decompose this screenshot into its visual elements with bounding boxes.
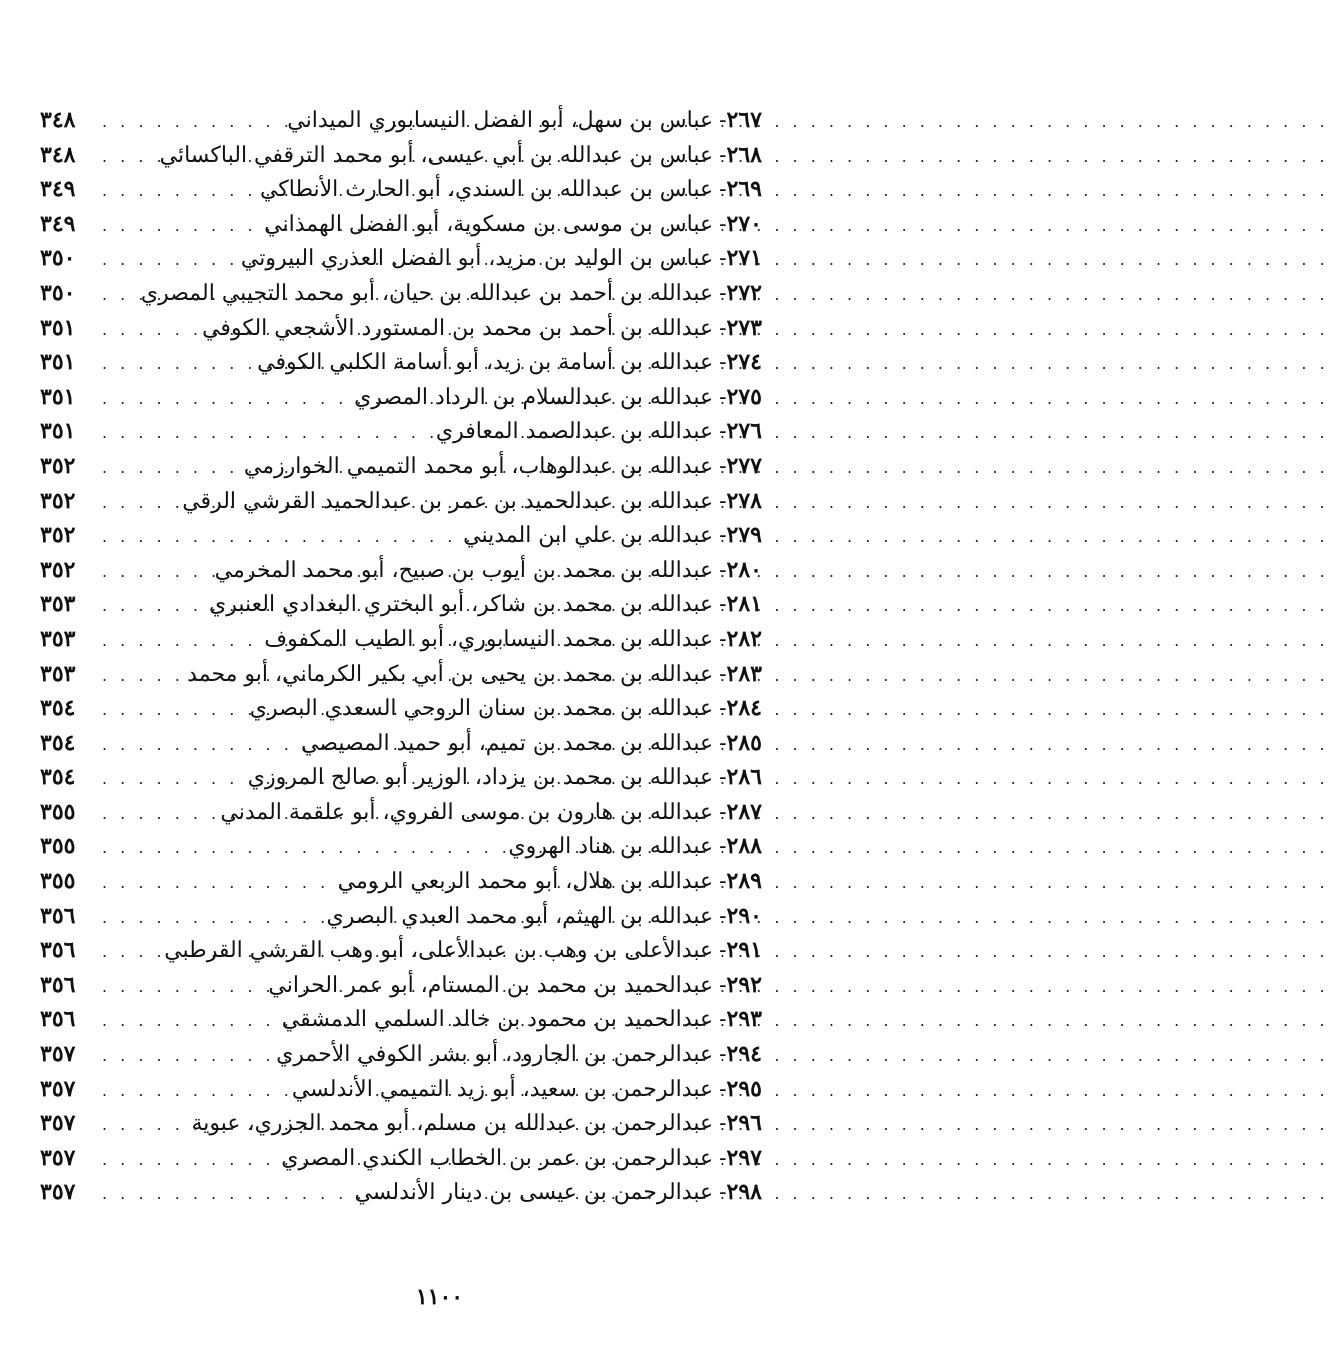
entry-page-number: ٣٥٤: [40, 764, 76, 791]
entry-title: عبدالله بن عبدالوهاب، أبو محمد التميمي الخوارزمي: [243, 453, 714, 479]
entry-dash: -: [719, 799, 727, 825]
entry-page-number: ٣٥٧: [40, 1144, 76, 1171]
toc-entry: [40, 1002, 762, 1037]
entry-number: ٢٧٦: [726, 418, 762, 445]
dot-leader: [102, 1177, 348, 1212]
toc-entry: [40, 691, 762, 726]
entry-title: عبدالحميد بن محمود بن خالد السلمي الدمشقي: [281, 1007, 714, 1033]
entry-dash: -: [719, 903, 727, 929]
entry-title: عبدالرحمن بن الجارود، أبو بشر الكوفي الأحمري: [276, 1042, 714, 1068]
entry-dash: -: [719, 730, 727, 756]
entry-page-number: ٣٥٧: [40, 1110, 76, 1137]
toc-entry: [40, 795, 762, 830]
entry-title: عباس بن الوليد بن مزيد، أبو الفضل العذري البيروتي: [240, 246, 714, 272]
toc-entry: [40, 311, 762, 346]
entry-dash: -: [719, 1042, 727, 1068]
entry-number: ٢٨٨: [726, 833, 762, 860]
entry-number: ٢٩٨: [726, 1179, 762, 1206]
dot-leader: [102, 486, 176, 521]
toc-entry: [40, 726, 762, 761]
dot-leader: [102, 1039, 270, 1074]
entry-dash: -: [719, 280, 727, 306]
entry-title: عبدالله بن محمد بن تميم، أبو حميد المصيصي: [300, 730, 714, 756]
entry-page-number: ٣٥٣: [40, 591, 76, 618]
entry-title: عبدالله بن هلال، أبو محمد الربعي الرومي: [337, 869, 714, 895]
entry-dash: -: [719, 1111, 727, 1137]
dot-leader: [102, 209, 258, 244]
dot-leader: [102, 347, 251, 382]
dot-leader: [102, 935, 158, 970]
entry-dash: -: [719, 1145, 727, 1171]
dot-leader: [102, 1004, 276, 1039]
entry-title: عباس بن موسى بن مسكوية، أبو الفضل الهمذاني: [264, 211, 714, 237]
entry-page-number: ٣٥٢: [40, 556, 76, 583]
toc-entry: [40, 518, 762, 553]
dot-leader: [102, 797, 214, 832]
toc-entry: [40, 760, 762, 795]
table-of-contents: [40, 103, 762, 1210]
entry-title: عبدالله بن عبدالصمد المعافري: [435, 419, 714, 445]
dot-leader: [102, 243, 235, 278]
entry-page-number: ٣٥٦: [40, 937, 76, 964]
entry-title: عبدالله بن الهيثم، أبو محمد العبدي البصري: [326, 903, 714, 929]
entry-title: عبدالله بن محمد بن يزداد، الوزير أبو صالح المروزي: [247, 765, 714, 791]
entry-dash: -: [719, 1076, 727, 1102]
entry-title: عبدالرحمن بن عيسى بن دينار الأندلسي: [354, 1180, 714, 1206]
entry-page-number: ٣٤٩: [40, 176, 76, 203]
entry-number: ٢٩٦: [726, 1110, 762, 1137]
dot-leader: [102, 659, 181, 694]
entry-page-number: ٣٥٤: [40, 729, 76, 756]
entry-title: عباس بن سهل، أبو الفضل النيسابوري الميداني: [287, 108, 714, 133]
entry-page-number: ٣٥٦: [40, 902, 76, 929]
entry-page-number: ٣٥١: [40, 383, 76, 410]
entry-page-number: ٣٥٦: [40, 971, 76, 998]
toc-entry: [40, 899, 762, 934]
entry-title: عبدالله بن أحمد بن محمد بن المستورد الأشجعي الكوفي: [202, 315, 714, 341]
entry-dash: -: [719, 453, 727, 479]
entry-page-number: ٣٥٧: [40, 1075, 76, 1102]
toc-entry: [40, 933, 762, 968]
entry-dash: -: [719, 108, 727, 133]
dot-leader: [102, 1143, 275, 1178]
toc-entry: [40, 276, 762, 311]
entry-page-number: ٣٥٧: [40, 1041, 76, 1068]
entry-number: ٢٨٧: [726, 798, 762, 825]
entry-dash: -: [719, 765, 727, 791]
entry-title: عبدالله بن أسامة بن زيد، أبو أسامة الكلبي الكوفي: [257, 350, 714, 376]
toc-entry: [40, 968, 762, 1003]
toc-entry: [40, 484, 762, 519]
entry-page-number: ٣٥١: [40, 418, 76, 445]
entry-number: ٢٦٨: [726, 141, 762, 168]
toc-entry: [40, 1106, 762, 1141]
entry-number: ٢٧٢: [726, 279, 762, 306]
entry-dash: -: [719, 211, 727, 237]
entry-number: ٢٩١: [726, 937, 762, 964]
entry-number: ٢٧٣: [726, 314, 762, 341]
dot-leader: [102, 693, 244, 728]
entry-number: ٢٩٤: [726, 1041, 762, 1068]
entry-number: ٢٧٥: [726, 383, 762, 410]
entry-title: عبدالله بن محمد بن يحيى بن أبي بكير الكرماني، أبو محمد: [187, 661, 714, 687]
entry-page-number: ٣٥٣: [40, 625, 76, 652]
entry-page-number: ٣٥٧: [40, 1179, 76, 1206]
entry-page-number: ٣٥٢: [40, 452, 76, 479]
entry-dash: -: [719, 938, 727, 964]
entry-title: عبدالله بن أحمد بن عبدالله بن حيان، أبو محمد التجيبي المصري: [140, 280, 714, 306]
entry-page-number: ٣٥٠: [40, 245, 76, 272]
entry-number: ٢٨١: [726, 591, 762, 618]
entry-page-number: ٣٥٥: [40, 868, 76, 895]
dot-leader: [102, 278, 135, 313]
entry-page-number: ٣٥٥: [40, 798, 76, 825]
entry-number: ٢٨٠: [726, 556, 762, 583]
entry-title: عبدالرحمن بن سعيد، أبو زيد التميمي الأندلسي: [291, 1076, 714, 1102]
page-number: ١١٠٠: [415, 1284, 464, 1310]
dot-leader: [102, 520, 457, 555]
entry-number: ٢٨٣: [726, 660, 762, 687]
entry-dash: -: [719, 315, 727, 341]
entry-dash: -: [719, 523, 727, 549]
toc-entry: [40, 1141, 762, 1176]
entry-title: عبدالرحمن بن عبدالله بن مسلم، أبو محمد الجزري، عبوية: [191, 1111, 714, 1137]
entry-dash: -: [719, 419, 727, 445]
entry-dash: -: [719, 350, 727, 376]
dot-leader: [102, 140, 154, 175]
entry-dash: -: [719, 696, 727, 722]
toc-entry: [40, 657, 762, 692]
entry-title: عبدالله بن محمد بن سنان الروحي السعدي البصري: [249, 696, 714, 722]
entry-dash: -: [719, 1007, 727, 1033]
entry-page-number: ٣٥٣: [40, 660, 76, 687]
entry-dash: -: [719, 1180, 727, 1206]
entry-number: ٢٩٢: [726, 971, 762, 998]
toc-entry: [40, 829, 762, 864]
entry-dash: -: [719, 142, 727, 168]
entry-title: عبدالله بن محمد بن أيوب بن صبيح، أبو محمد المخرمي: [214, 557, 714, 583]
entry-number: ٢٩٠: [726, 902, 762, 929]
entry-page-number: ٣٥٥: [40, 833, 76, 860]
entry-number: ٢٦٩: [726, 176, 762, 203]
entry-title: عباس بن عبدالله بن أبي عيسى، أبو محمد الترقفي الباكسائي: [159, 142, 714, 168]
entry-title: عبدالرحمن بن عمر بن الخطاب الكندي المصري: [281, 1145, 714, 1171]
entry-number: ٢٨٥: [726, 729, 762, 756]
toc-entry: [40, 414, 762, 449]
entry-page-number: ٣٤٨: [40, 141, 76, 168]
entry-page-number: ٣٥٠: [40, 279, 76, 306]
toc-entry: [40, 345, 762, 380]
dot-leader: [102, 382, 348, 417]
entry-dash: -: [719, 177, 727, 203]
entry-dash: -: [719, 384, 727, 410]
entry-number: ٢٧١: [726, 245, 762, 272]
dot-leader: [102, 105, 281, 140]
dot-leader: [102, 624, 258, 659]
entry-number: ٢٧٤: [726, 349, 762, 376]
entry-title: عبدالله بن هناد الهروي: [508, 834, 714, 860]
entry-dash: -: [719, 246, 727, 272]
dot-leader: [102, 451, 238, 486]
dot-leader: [102, 589, 203, 624]
entry-dash: -: [719, 834, 727, 860]
toc-entry: [40, 449, 762, 484]
dot-leader: [102, 1108, 185, 1143]
entry-title: عبدالله بن عبدالحميد بن عمر بن عبدالحميد القرشي الرقي: [182, 488, 714, 514]
entry-dash: -: [719, 626, 727, 652]
entry-number: ٢٦٧: [726, 107, 762, 133]
toc-entry: [40, 553, 762, 588]
dot-leader: [102, 1074, 286, 1109]
dot-leader: [102, 728, 295, 763]
entry-number: ٢٩٥: [726, 1075, 762, 1102]
entry-number: ٢٨٦: [726, 764, 762, 791]
toc-entry: [40, 1037, 762, 1072]
entry-title: عبدالله بن هارون بن موسى الفروي، أبو علقمة المدني: [220, 799, 714, 825]
entry-number: ٢٩٧: [726, 1144, 762, 1171]
toc-entry: [40, 622, 762, 657]
entry-number: ٢٧٩: [726, 522, 762, 549]
toc-entry-list: [40, 103, 762, 1210]
toc-entry: [40, 138, 762, 173]
entry-title: عبدالأعلى بن وهب بن عبدالأعلى، أبو وهب القرشي القرطبي: [164, 938, 714, 964]
entry-page-number: ٣٥٢: [40, 522, 76, 549]
toc-entry: [40, 103, 762, 138]
dot-leader: [102, 866, 332, 901]
entry-title: عبدالله بن محمد النيسابوري، أبو الطيب المكفوف: [264, 626, 714, 652]
dot-leader: [102, 762, 242, 797]
entry-title: عبدالله بن عبدالسلام بن الرداد المصري: [354, 384, 714, 410]
toc-entry: [40, 587, 762, 622]
dot-leader: [102, 313, 196, 348]
entry-dash: -: [719, 661, 727, 687]
toc-entry: [40, 864, 762, 899]
entry-dash: -: [719, 488, 727, 514]
entry-title: عبدالله بن علي ابن المديني: [463, 523, 714, 549]
entry-number: ٢٨٩: [726, 868, 762, 895]
entry-number: ٢٨٤: [726, 695, 762, 722]
entry-page-number: ٣٥١: [40, 314, 76, 341]
entry-number: ٢٧٨: [726, 487, 762, 514]
entry-page-number: ٣٥٦: [40, 1006, 76, 1033]
entry-number: ٢٧٧: [726, 452, 762, 479]
toc-entry: [40, 207, 762, 242]
entry-number: ٢٧٠: [726, 210, 762, 237]
dot-leader: [102, 970, 262, 1005]
entry-page-number: ٣٤٨: [40, 107, 76, 133]
entry-page-number: ٣٥١: [40, 349, 76, 376]
entry-page-number: ٣٥٢: [40, 487, 76, 514]
entry-dash: -: [719, 557, 727, 583]
entry-dash: -: [719, 592, 727, 618]
dot-leader: [102, 901, 321, 936]
entry-title: عبدالحميد بن محمد بن المستام، أبو عمر الحراني: [268, 972, 714, 998]
entry-page-number: ٣٥٤: [40, 695, 76, 722]
entry-number: ٢٩٣: [726, 1006, 762, 1033]
entry-dash: -: [719, 869, 727, 895]
dot-leader: [102, 174, 254, 209]
toc-entry: [40, 172, 762, 207]
toc-entry: [40, 1072, 762, 1107]
dot-leader: [102, 555, 209, 590]
entry-dash: -: [719, 972, 727, 998]
toc-entry: [40, 241, 762, 276]
entry-number: ٢٨٢: [726, 625, 762, 652]
dot-leader: [102, 416, 430, 451]
entry-title: عبدالله بن محمد بن شاكر، أبو البختري البغدادي العنبري: [209, 592, 714, 618]
entry-title: عباس بن عبدالله بن السندي، أبو الحارث الأنطاكي: [259, 177, 714, 203]
toc-entry: [40, 1175, 762, 1210]
dot-leader: [102, 831, 502, 866]
entry-page-number: ٣٤٩: [40, 210, 76, 237]
toc-entry: [40, 380, 762, 415]
